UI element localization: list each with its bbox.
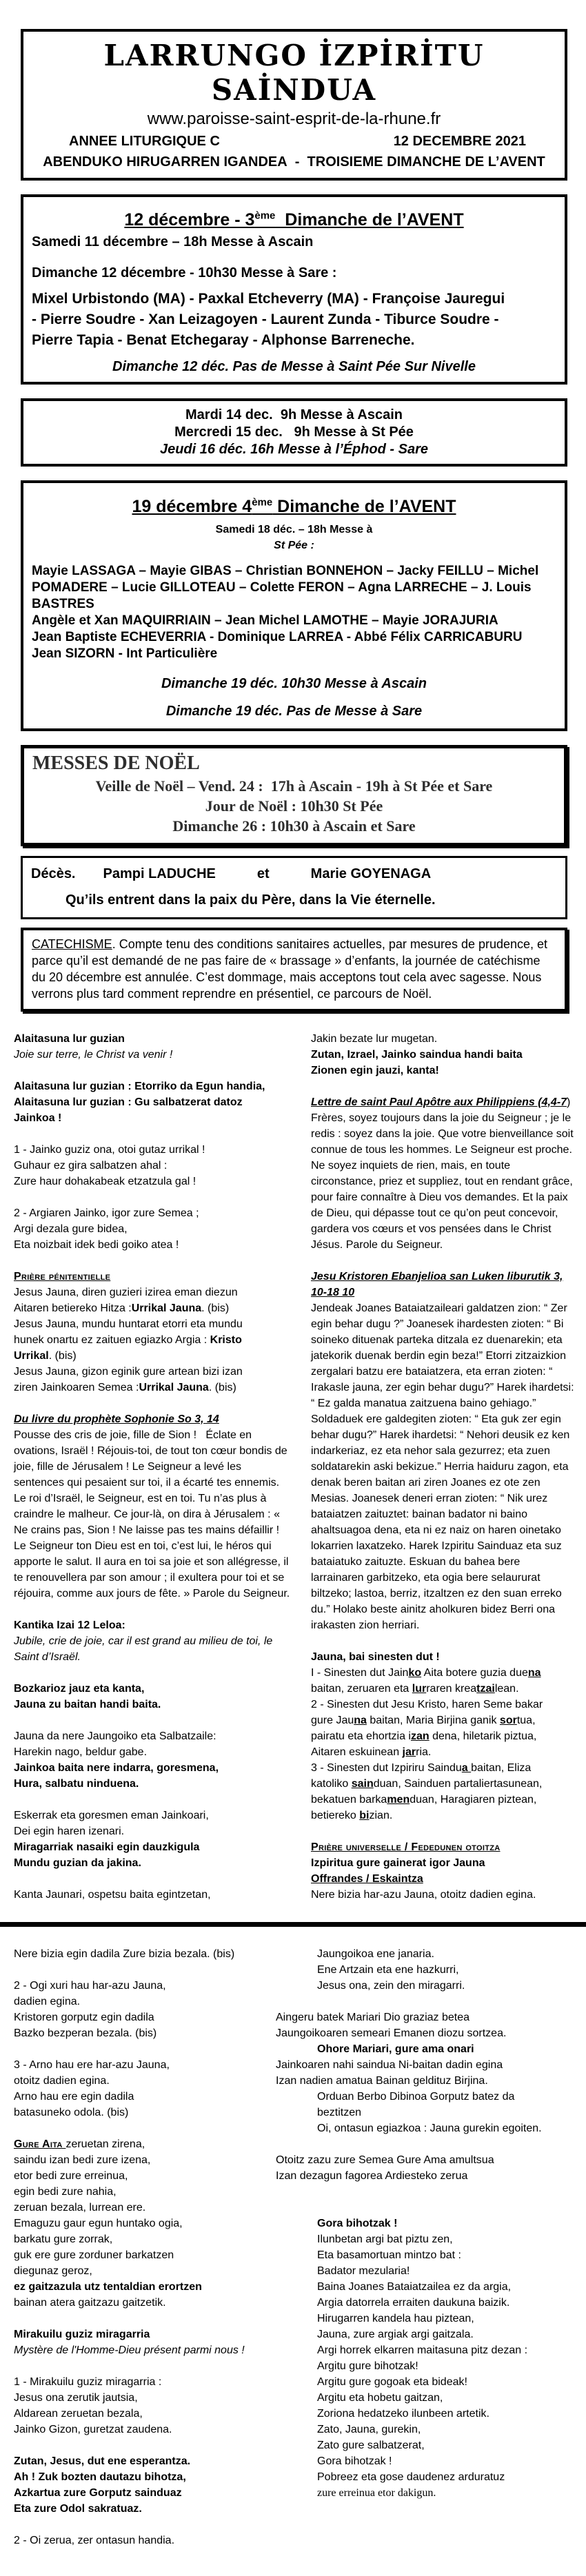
text-line: Jendeak Joanes Bataiatzaileari galdatzen zion: “ Zer egin behar dugu ?” Joanesek ihardesten zioten: “ Bi soineko dituenak parteka ditzala ez duenarekin; eta jatekorik duenak berdin egin beza!” Etorri zitzaizkion zergalari batzu ere bataiatzera, eta erran zioten: “ Irakasle jauna, zer egin behar dugu?” Harek ihardetsi: “ Ez galda manatua zaitzuena baino gehiago.” Soldaduek ere galdegiten zioten: “ Eta guk zer egin behar dugu?” Harek ihardetsi: “ Nehori deusik ez ken indarkeriaz, ez eta nehor sala gezurrez; eta zuen soldatarekin aski bekizue.” Herria haiduru zagon, eta denak beren baitan ari ziren Joanes ez ote zen Mesias. Joanesek deneri erran zioten: “ Nik urez bataiatzen zaituztet: bainan badator ni baino ahaltsuagoa dena, eta ni ez naiz on haren oinetako lokarrien laxatzeko. Harek Izpiritu Sainduaz eta suz bataiatuko zaituzte. Eskuan du bahea bere larrainaren garbitzeko, eta ogia bere selaururat biltzeko; lastoa, berriz, itzaltzen ez den suan erreko du.” Holako beste ainitz aholkuren bidez Berri ona irakasten zion herriari. xyxy=(311,1302,574,1631)
christmas-schedule xyxy=(32,776,556,836)
intention-name-line: Jean SIZORN - Int Particulière xyxy=(32,646,218,661)
text-line: Zutan, Izrael, Jainko saindua handi baita xyxy=(311,1048,523,1061)
issue-date: 12 DECEMBRE 2021 xyxy=(393,134,526,149)
blank-line xyxy=(311,1823,574,1839)
text-line: Jesus Jauna, diren guzieri izirea eman diezun xyxy=(14,1286,238,1298)
column-right-page2 xyxy=(276,1946,574,2548)
blank-line xyxy=(32,252,556,263)
text-line: Argitu gure gogoak eta bideak! xyxy=(317,2375,467,2388)
text-line: Izpiritua gure gainerat igor Jauna xyxy=(311,1857,485,1869)
blank-line xyxy=(311,1253,574,1269)
text-line: Jesus ona zerutik jautsia, xyxy=(14,2391,138,2404)
text-line: dadien egina. xyxy=(14,1995,81,2007)
blank-line xyxy=(14,2517,276,2533)
text-line: Lettre de saint Paul Apôtre aux Philippiens (4,4-7) Frères, soyez toujours dans la joie du Seigneur ; je le redis : soyez dans la joie. Que votre bienveillance soit connue de tous les hommes. Le Seigneur est proche. Ne soyez inquiets de rien, mais, en toute circonstance, priez et suppliez, tout en rendant grâce, pour faire connaître à Dieu vos demandes. Et la paix de Dieu, qui dépasse tout ce qu’on peut concevoir, gardera vos cœurs et vos pensées dans le Christ Jésus. Parole du Seigneur. xyxy=(311,1096,574,1251)
text-line: Jubile, crie de joie, car il est grand au milieu de toi, le Saint d’Israël. xyxy=(14,1635,273,1663)
page-separator xyxy=(0,1922,586,1927)
blank-line xyxy=(14,1665,293,1681)
intention-name-line: Pierre Tapia - Benat Etchegaray - Alphonse Barreneche. xyxy=(32,332,415,349)
christmas-masses-box xyxy=(21,745,567,846)
text-line: diegunaz geroz, xyxy=(14,2265,92,2277)
text-line: Alaitasuna lur guzian xyxy=(14,1032,125,1045)
text-line: Argi dezala gure bidea, xyxy=(14,1223,128,1235)
sunday-title: ABENDUKO HIRUGARREN IGANDEA - TROISIEME DIMANCHE DE L’AVENT xyxy=(43,154,545,170)
avent3-note: Dimanche 12 déc. Pas de Messe à Saint Pée Sur Nivelle xyxy=(112,359,476,375)
subtitle-seg: St Pée : xyxy=(274,539,314,551)
text-line: Dei egin haren izenari. xyxy=(14,1825,125,1837)
text-line: betiereko bizian. xyxy=(311,1809,393,1821)
avent4-title: 19 décembre 4ème Dimanche de l’AVENT xyxy=(132,496,456,516)
text-line: Azkartua zure Gorputz sainduaz xyxy=(14,2486,182,2499)
christmas-mass-line: Veille de Noël – Vend. 24 : 17h à Ascain - 19h à St Pée et Sare xyxy=(95,777,493,795)
blank-line xyxy=(32,693,556,702)
text-line: Badator mezularia! xyxy=(317,2265,410,2277)
text-line: Hura, salbatu ninduena. xyxy=(14,1777,139,1790)
text-line: Ene Artzain eta ene hazkurri, xyxy=(317,1963,459,1976)
intention-name-line: - Pierre Soudre - Xan Leizagoyen - Laurent Zunda - Tiburce Soudre - xyxy=(32,311,499,328)
text-line: katoliko sainduan, Sainduen partaliertasunean, xyxy=(311,1777,543,1790)
text-line: Jainkoaren nahi saindua Ni-baitan dadin egina xyxy=(276,2058,503,2071)
deceased-name-1: Pampi LADUCHE xyxy=(103,866,216,881)
text-line: Eta noizbait idek bedi goiko atea ! xyxy=(14,1238,179,1251)
text-line: egin bedi zure nahia, xyxy=(14,2185,117,2198)
text-line: Jainko Gizon, guretzat zaudena. xyxy=(14,2423,172,2435)
text-line: 1 - Jainko guziz ona, otoi gutaz urrikal ! xyxy=(14,1143,205,1156)
text-line: guk ere gure zorduner barkatzen xyxy=(14,2249,174,2261)
text-line: hunek onartu ez zaituen egiazko Argia : Kristo xyxy=(14,1333,242,1346)
text-line: Prière universelle / Fededunen otoitza xyxy=(311,1841,501,1853)
text-line: zure erreinua etor dakigun. xyxy=(317,2486,436,2499)
blank-line xyxy=(14,1871,293,1887)
text-line: Harekin nago, beldur gabe. xyxy=(14,1746,148,1758)
blank-line xyxy=(14,1253,293,1269)
text-line: Izan dezagun fagorea Ardiesteko zerua xyxy=(276,2169,468,2182)
intention-name-line: Jean Baptiste ECHEVERRIA - Dominique LARREA - Abbé Félix CARRICABURU xyxy=(32,629,523,644)
blank-line xyxy=(14,1713,293,1728)
column-left-page1 xyxy=(14,1031,293,1903)
text-line: Jainkoa baita nere indarra, goresmena, xyxy=(14,1761,219,1774)
blank-line xyxy=(14,2311,276,2327)
blank-line xyxy=(14,1126,293,1142)
blank-line xyxy=(276,2184,574,2200)
text-line: 2 - Sinesten dut Jesu Kristo, haren Seme bakar xyxy=(311,1698,543,1710)
text-line: Jesu Kristoren Ebanjelioa san Luken liburutik 3, 10-18 10 xyxy=(311,1270,563,1298)
intention-name-line: Mayie LASSAGA – Mayie GIBAS – Christian BONNEHON – Jacky FEILLU – Michel xyxy=(32,563,539,578)
deaths-box xyxy=(21,856,567,919)
text-line: Aingeru batek Mariari Dio graziaz betea xyxy=(276,2011,470,2023)
text-line: barkatu gure zorrak, xyxy=(14,2233,113,2245)
text-line: Izan nadien amatua Bainan geldituz Birjina. xyxy=(276,2074,488,2087)
text-line: pairatu eta ehortzia izan dena, hiletarik piztua, xyxy=(311,1730,537,1742)
text-line: Otoitz zazu zure Semea Gure Ama amultsua xyxy=(276,2154,494,2166)
year-date-row xyxy=(29,131,559,152)
text-line: Emaguzu gaur egun huntako ogia, xyxy=(14,2217,183,2229)
text-line: etor bedi zure erreinua, xyxy=(14,2169,128,2182)
text-line: Gure Aita zeruetan zirena, xyxy=(14,2138,145,2150)
text-line: Kantika Izai 12 Leloa: xyxy=(14,1619,125,1631)
text-line: Nere bizia har-azu Jauna, otoitz dadien egina. xyxy=(311,1888,536,1901)
blank-line xyxy=(14,1063,293,1079)
deaths-conjunction: et xyxy=(256,866,270,881)
text-line: bainan atera gaitzazu gaitzetik. xyxy=(14,2296,166,2309)
text-line: Jauna da nere Jaungoiko eta Salbatzaile: xyxy=(14,1730,216,1742)
schedule-line: Dimanche 12 décembre - 10h30 Messe à Sare : xyxy=(32,265,337,281)
text-line: Argitu eta hobetu gaitzan, xyxy=(317,2391,443,2404)
avent4-intentions xyxy=(32,563,556,662)
text-line: 3 - Sinesten dut Izpiriru Saindua baitan, Eliza xyxy=(311,1761,532,1774)
text-line: Jauna, zure argiak argi gaitzala. xyxy=(317,2328,474,2340)
blank-line xyxy=(311,1633,574,1649)
text-line: Zoriona hedatzeko ilunbeen artetik. xyxy=(317,2407,489,2420)
blank-line xyxy=(276,2200,574,2216)
text-line: Mundu guzian da jakina. xyxy=(14,1857,141,1869)
text-line: Offrandes / Eskaintza xyxy=(311,1872,423,1885)
text-line: Jesus Jauna, gizon eginik gure artean bizi izan xyxy=(14,1365,243,1378)
blank-line xyxy=(14,1602,293,1617)
text-line: Nere bizia egin dadila Zure bizia bezala. (bis) xyxy=(14,1948,235,1960)
text-line: 1 - Mirakuilu guziz miragarria : xyxy=(14,2375,162,2388)
text-line: ez gaitzazula utz tentaldian erortzen xyxy=(14,2280,202,2293)
text-line: baitan, zeruaren eta lurraren kreatzailean. xyxy=(311,1682,519,1695)
avent4-subtitle xyxy=(32,522,556,553)
avent3-title: 12 décembre - 3ème Dimanche de l’AVENT xyxy=(124,210,464,230)
text-line: I - Sinesten dut Jainko Aita botere guzia duena xyxy=(311,1666,541,1679)
text-line: Ilunbetan argi bat piztu zen, xyxy=(317,2233,453,2245)
text-line: Zato, Jauna, gurekin, xyxy=(317,2423,421,2435)
schedule-line: Samedi 11 décembre – 18h Messe à Ascain xyxy=(32,234,314,250)
weekday-mass-line: Mardi 14 dec. 9h Messe à Ascain xyxy=(185,407,403,423)
text-line: Prière pénitentielle xyxy=(14,1270,111,1282)
weekday-mass-line: Mercredi 15 dec. 9h Messe à St Pée xyxy=(174,425,414,440)
note-line: Dimanche 19 déc. Pas de Messe à Sare xyxy=(165,703,423,719)
text-line: 2 - Ogi xuri hau har-azu Jauna, xyxy=(14,1979,166,1992)
text-line: Jainkoa ! xyxy=(14,1112,62,1124)
text-line: Joie sur terre, le Christ va venir ! xyxy=(14,1048,173,1061)
column-right-page1 xyxy=(311,1031,574,1903)
text-line: Zure haur dohakabeak etzatzula gal ! xyxy=(14,1175,196,1187)
text-line: Ah ! Zuk bozten dautazu bihotza, xyxy=(14,2471,186,2483)
text-line: Urrikal. (bis) xyxy=(14,1349,77,1362)
avent4-notes xyxy=(32,675,556,720)
text-line: gure Jauna baitan, Maria Birjina ganik sortua, xyxy=(311,1714,536,1726)
intention-name-line: Mixel Urbistondo (MA) - Paxkal Etcheverry (MA) - Françoise Jauregui xyxy=(32,291,505,307)
text-line: Pobreez eta gose daudenez arduratuz xyxy=(317,2471,505,2483)
text-line: Baina Joanes Bataiatzailea ez da argia, xyxy=(317,2280,512,2293)
avent3-intentions xyxy=(32,289,556,351)
text-line: Aldarean zeruetan bezala, xyxy=(14,2407,143,2420)
text-line: Argia datorrela erraiten daukuna baizik. xyxy=(317,2296,510,2309)
text-line: Kanta Jaunari, ospetsu baita egintzetan, xyxy=(14,1888,211,1901)
text-line: Guhaur ez gira salbatzen ahal : xyxy=(14,1159,168,1172)
note-line: Dimanche 19 déc. 10h30 Messe à Ascain xyxy=(161,675,427,691)
blank-line xyxy=(14,2437,276,2453)
text-line: Alaitasuna lur guzian : Gu salbatzerat datoz xyxy=(14,1096,243,1108)
text-line: Gora bihotzak ! xyxy=(317,2217,398,2229)
text-line: Zato gure salbatzerat, xyxy=(317,2439,425,2451)
blank-line xyxy=(14,2041,276,2057)
deceased-name-2: Marie GOYENAGA xyxy=(310,866,432,881)
liturgical-year-label: ANNEE LITURGIQUE C xyxy=(69,134,220,149)
text-line: Kristoren gorputz egin dadila xyxy=(14,2011,154,2023)
text-line: Jesus Jauna, mundu huntarat etorri eta mundu xyxy=(14,1318,243,1330)
text-line: Jesus ona, zein den miragarri. xyxy=(317,1979,465,1992)
text-line: Mystère de l'Homme-Dieu présent parmi nous ! xyxy=(14,2344,245,2356)
text-line: Argitu gure bihotzak! xyxy=(317,2360,418,2372)
blank-line xyxy=(14,2120,276,2136)
intention-name-line: Angèle et Xan MAQUIRRIAIN – Jean Michel LAMOTHE – Mayie JORAJURIA xyxy=(32,613,498,628)
text-line: Argi horrek elkarren maitasuna pitz dezan : xyxy=(317,2344,528,2356)
text-line: 3 - Arno hau ere har-azu Jauna, xyxy=(14,2058,170,2071)
text-line: zeruan bezala, lurrean ere. xyxy=(14,2201,146,2214)
blank-line xyxy=(311,1079,574,1094)
text-line: Bazko bezperan bezala. (bis) xyxy=(14,2027,157,2039)
text-line: Gora bihotzak ! xyxy=(317,2455,392,2467)
weekday-mass-line: Jeudi 16 déc. 16h Messe à l’Éphod - Sare xyxy=(159,442,429,458)
christmas-mass-line: Jour de Noël : 10h30 St Pée xyxy=(205,797,383,815)
text-line: Jaungoikoaren semeari Emanen diozu sortzea. xyxy=(276,2027,507,2039)
text-line: Oi, ontasun egiazkoa : Jauna gurekin egoiten. xyxy=(317,2122,542,2134)
text-line: Jakin bezate lur mugetan. xyxy=(311,1032,438,1045)
text-line: beztitzen xyxy=(317,2106,362,2118)
text-line: Zionen egin jauzi, kanta! xyxy=(311,1064,439,1076)
text-line: Hirugarren kandela hau piztean, xyxy=(317,2312,474,2324)
text-line: 2 - Oi zerua, zer ontasun handia. xyxy=(14,2534,175,2546)
text-line: Du livre du prophète Sophonie So 3, 14 xyxy=(14,1413,219,1425)
blank-line xyxy=(14,1396,293,1411)
avent4-box xyxy=(21,480,567,730)
songs-readings-columns xyxy=(14,1031,574,1903)
text-line: Bozkarioz jauz eta kanta, xyxy=(14,1682,145,1695)
text-line: Pousse des cris de joie, fille de Sion ! Éclate en ovations, Israël ! Réjouis-toi, de tout ton cœur bondis de joie, fille de Jérusalem ! Le Seigneur a levé les sentences qui pesaient sur toi, il a écarté tes ennemis. Le roi d’Israël, le Seigneur, est en toi. Tu n’as plus à craindre le malheur. Ce jour-là, on dira à Jérusalem : « Ne crains pas, Sion ! Ne laisse pas tes mains défaillir ! Le Seigneur ton Dieu est en toi, c’est lui, le héros qui apporte le salut. Il aura en toi sa joie et son allégresse, il te renouvellera par son amour ; il exultera pour toi et se réjouira, comme aux jours de fête. » Parole du Seigneur. xyxy=(14,1429,290,1599)
text-line: Mirakuilu guziz miragarria xyxy=(14,2328,150,2340)
weekday-masses-box xyxy=(21,398,567,467)
avent3-schedule xyxy=(32,232,556,283)
text-line: Eta basamortuan mintzo bat : xyxy=(317,2249,461,2261)
christmas-title: MESSES DE NOËL xyxy=(32,752,200,774)
deaths-label: Décès. xyxy=(31,866,76,881)
blank-line xyxy=(14,1189,293,1205)
text-line: batasuneko odola. (bis) xyxy=(14,2106,129,2118)
deaths-prayer: Qu’ils entrent dans la paix du Père, dans la Vie éternelle. xyxy=(65,892,436,908)
songs-columns-page2 xyxy=(14,1946,574,2548)
text-line: Miragarriak nasaiki egin dauzkigula xyxy=(14,1841,200,1853)
deaths-row xyxy=(31,863,557,884)
parish-website: www.paroisse-saint-esprit-de-la-rhune.fr xyxy=(147,110,441,128)
catechism-box xyxy=(21,928,567,1012)
christmas-mass-line: Dimanche 26 : 10h30 à Ascain et Sare xyxy=(172,817,416,835)
avent3-box xyxy=(21,194,567,385)
text-line: Jauna, bai sinesten dut ! xyxy=(311,1650,440,1663)
blank-line xyxy=(14,2358,276,2374)
text-line: 2 - Argiaren Jainko, igor zure Semea ; xyxy=(14,1207,199,1219)
intention-name-line: POMADERE – Lucie GILLOTEAU – Colette FERON – Agna LARRECHE – J. Louis BASTRES xyxy=(32,580,532,611)
text-line: otoitz dadien egina. xyxy=(14,2074,110,2087)
blank-line xyxy=(14,1792,293,1808)
text-line: Aitaren betiereko Hitza :Urrikal Jauna. (bis) xyxy=(14,1302,230,1314)
text-line: Zutan, Jesus, dut ene esperantza. xyxy=(14,2455,191,2467)
text-line: Arno hau ere egin dadila xyxy=(14,2090,134,2103)
subtitle-seg: Samedi 18 déc. – 18h Messe à xyxy=(215,523,373,535)
blank-line xyxy=(276,2136,574,2152)
blank-line xyxy=(276,1994,574,2010)
blank-line xyxy=(14,1962,276,1978)
text-line: Jauna zu baitan handi baita. xyxy=(14,1698,161,1710)
text-line: ziren Jainkoaren Semea :Urrikal Jauna. (bis) xyxy=(14,1381,236,1393)
parish-title: LARRUNGO İZPİRİTU SAİNDUA xyxy=(103,39,485,107)
text-line: Aitaren eskuinean jarria. xyxy=(311,1746,432,1758)
text-line: Eta zure Odol sakratuaz. xyxy=(14,2502,142,2515)
text-line: bekatuen barkamenduan, Haragiaren piztean, xyxy=(311,1793,537,1806)
column-left-page2 xyxy=(14,1946,276,2548)
text-line: Jaungoikoa ene janaria. xyxy=(317,1948,434,1960)
header-box xyxy=(21,29,567,181)
catechism-text: CATECHISME. Compte tenu des conditions sanitaires actuelles, par mesures de prudence, et parce qu’il est demandé de ne pas faire de « brassage » d’enfants, la journée de catéchisme du 20 décembre est annulée. C’est dommage, mais acceptons tout cela avec sagesse. Nous verrons plus tard comment reprendre en présentiel, ce parcours de Noël. xyxy=(32,937,548,1001)
text-line: Ohore Mariari, gure ama onari xyxy=(317,2043,474,2055)
text-line: Orduan Berbo Dibinoa Gorputz batez da xyxy=(317,2090,515,2103)
text-line: Eskerrak eta goresmen eman Jainkoari, xyxy=(14,1809,209,1821)
text-line: Alaitasuna lur guzian : Etorriko da Egun handia, xyxy=(14,1080,265,1092)
text-line: saindu izan bedi zure izena, xyxy=(14,2154,151,2166)
